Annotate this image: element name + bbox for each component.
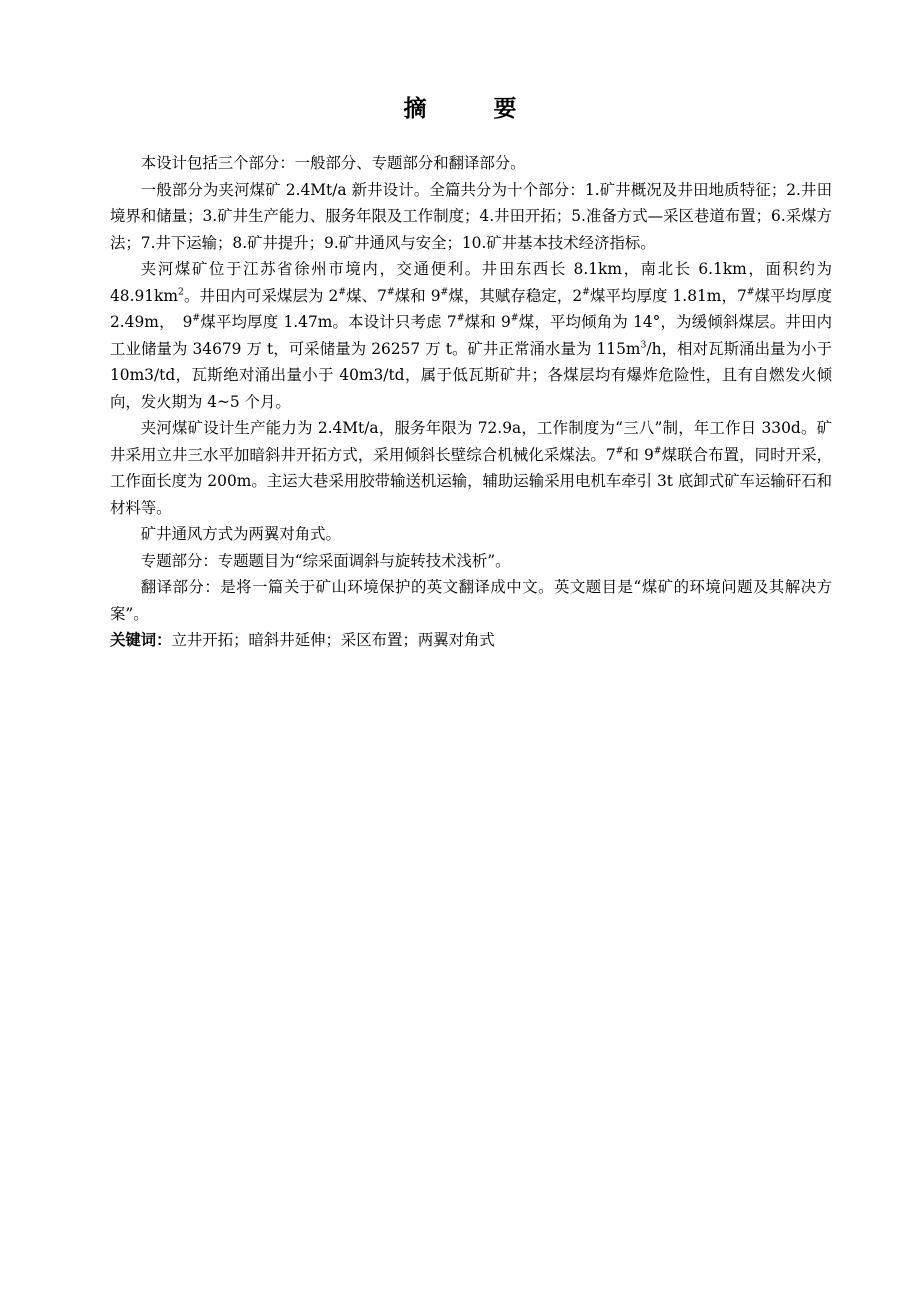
ventilation-paragraph: 矿井通风方式为两翼对角式。 <box>140 525 341 543</box>
keywords-line <box>110 627 832 654</box>
page-title: 摘 要 <box>403 96 539 122</box>
design-capacity-paragraph: 夹河煤矿设计生产能力为 2.4Mt/a，服务年限为 72.9a，工作制度为“三八”制，年工作日 330d。矿井采用立井三水平加暗斜井开拓方式，采用倾斜长壁综合机械化采煤法。7#和 9#煤联合布置，同时开采，工作面长度为 200m。主运大巷采用胶带输送机运输，辅助运输采用电机车牵引 3t 底卸式矿车运输矸石和材料等。 <box>110 419 832 517</box>
keywords-label: 关键词： <box>110 631 172 649</box>
keywords-text: 立井开拓；暗斜井延伸；采区布置；两翼对角式 <box>171 631 495 649</box>
translation-paragraph: 翻译部分：是将一篇关于矿山环境保护的英文翻译成中文。英文题目是“煤矿的环境问题及其解决方案”。 <box>110 578 832 623</box>
intro-paragraph: 本设计包括三个部分：一般部分、专题部分和翻译部分。 <box>140 154 526 172</box>
general-part-paragraph: 一般部分为夹河煤矿 2.4Mt/a 新井设计。全篇共分为十个部分：1.矿井概况及井田地质特征；2.井田境界和储量；3.矿井生产能力、服务年限及工作制度；4.井田开拓；5.准备方式—采区巷道布置；6.采煤方法；7.井下运输；8.矿井提升；9.矿井通风与安全；10.矿井基本技术经济指标。 <box>110 180 832 252</box>
mine-overview-paragraph: 夹河煤矿位于江苏省徐州市境内，交通便利。井田东西长 8.1km，南北长 6.1km，面积约为 $48.91km^2$。井田内可采煤层为 2#煤、7#煤和 9#煤，其赋存稳定，2#煤平均厚度 1.81m，7#煤平均厚度 2.49m， 9#煤平均厚度 1.47m。本设计只考虑 7#煤和 9#煤，平均倾角为 14°，为缓倾斜煤层。井田内工业储量为 34679 万 t，可采储量为 26257 万 t。矿井正常涌水量为 $115m^3/h$，相对瓦斯涌出量为小于 10m3/td，瓦斯绝对涌出量小于 40m3/td，属于低瓦斯矿井；各煤层均有爆炸危险性，且有自燃发火倾向，发火期为 4~5 个月。 <box>110 260 833 411</box>
abstract-body <box>110 150 832 654</box>
special-topic-paragraph: 专题部分：专题题目为“综采面调斜与旋转技术浅析”。 <box>140 551 511 570</box>
